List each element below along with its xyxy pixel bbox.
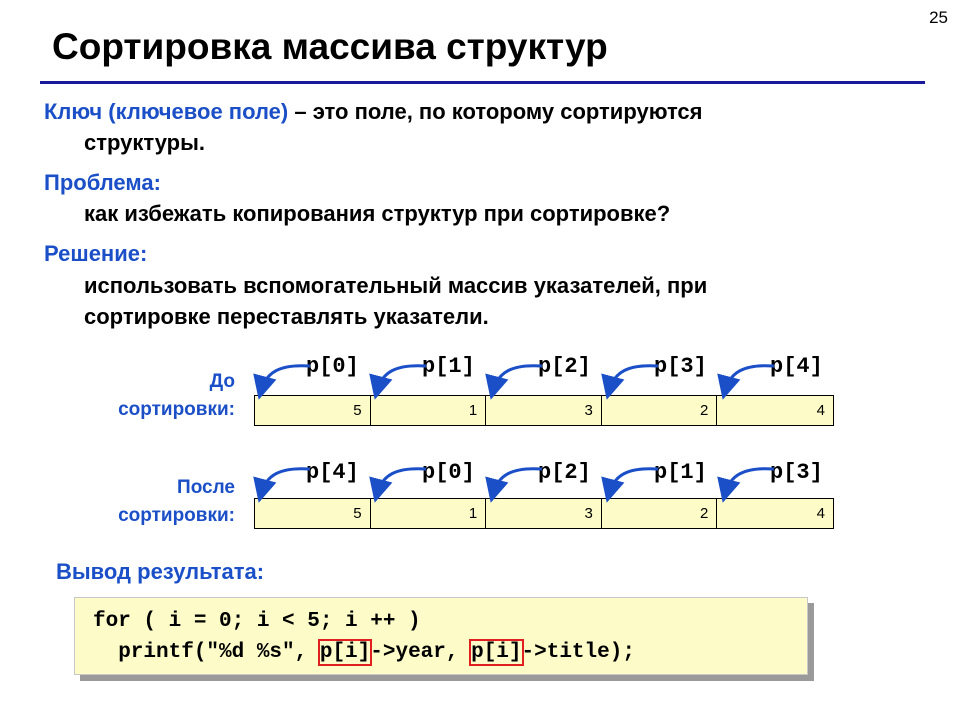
code-segment: printf("%d %s", xyxy=(93,641,320,664)
pointer-highlight: p[i] xyxy=(319,641,371,664)
after-pointer-label: p[0] xyxy=(422,460,475,485)
after-pointer-label: p[3] xyxy=(770,460,823,485)
array-cell: 5 xyxy=(255,499,371,528)
array-cell: 3 xyxy=(486,396,602,425)
before-label-line2: сортировки: xyxy=(118,399,235,420)
pointer-arrow xyxy=(493,366,542,391)
code-segment: ->year, xyxy=(370,641,472,664)
array-cell: 4 xyxy=(816,402,825,419)
code-line-2 xyxy=(93,641,635,664)
before-pointer-label: p[4] xyxy=(770,354,823,379)
array-cell: 2 xyxy=(602,499,718,528)
problem-label: Проблема: xyxy=(44,170,161,195)
before-pointer-label: p[0] xyxy=(306,354,359,379)
code-segment: ->title); xyxy=(521,641,635,664)
pointer-arrow xyxy=(609,469,658,494)
solution-line1: использовать вспомогательный массив указателей, при xyxy=(84,273,708,298)
pointer-arrow xyxy=(725,469,774,494)
output-heading: Вывод результата: xyxy=(56,559,265,584)
pointer-arrow xyxy=(377,366,426,391)
pointer-highlight: p[i] xyxy=(471,641,522,664)
key-definition-text: – это поле, по которому сортируются xyxy=(288,99,703,124)
before-pointer-label: p[1] xyxy=(422,354,475,379)
key-definition-line2: структуры. xyxy=(84,130,206,155)
array-cell: 1 xyxy=(371,396,487,425)
solution-line2: сортировке переставлять указатели. xyxy=(84,304,489,329)
page-number: 25 xyxy=(929,8,948,27)
array-cell: 5 xyxy=(255,396,371,425)
array-cell: 4 xyxy=(816,505,825,522)
after-label-line1: После xyxy=(177,477,235,498)
array-cell: 2 xyxy=(602,396,718,425)
code-line-1: for ( i = 0; i < 5; i ++ ) xyxy=(93,610,421,633)
after-pointer-label: p[2] xyxy=(538,460,591,485)
pointer-arrow xyxy=(261,366,310,391)
problem-text: как избежать копирования структур при сортировке? xyxy=(84,201,671,226)
code-block xyxy=(74,597,808,675)
after-pointer-label: p[1] xyxy=(654,460,707,485)
slide-title: Сортировка массива структур xyxy=(52,26,608,67)
pointer-arrow xyxy=(377,469,426,494)
after-pointer-label: p[4] xyxy=(306,460,359,485)
before-pointer-label: p[3] xyxy=(654,354,707,379)
key-term: Ключ (ключевое поле) xyxy=(44,99,289,124)
after-label-line2: сортировки: xyxy=(118,505,235,526)
array-cell: 1 xyxy=(371,499,487,528)
array-cell: 3 xyxy=(486,499,602,528)
before-label-line1: До xyxy=(209,371,235,392)
before-pointer-label: p[2] xyxy=(538,354,591,379)
pointer-arrow xyxy=(261,469,310,494)
pointer-arrow xyxy=(609,366,658,391)
solution-label: Решение: xyxy=(44,241,148,266)
pointer-arrow xyxy=(725,366,774,391)
pointer-arrow xyxy=(493,469,542,494)
